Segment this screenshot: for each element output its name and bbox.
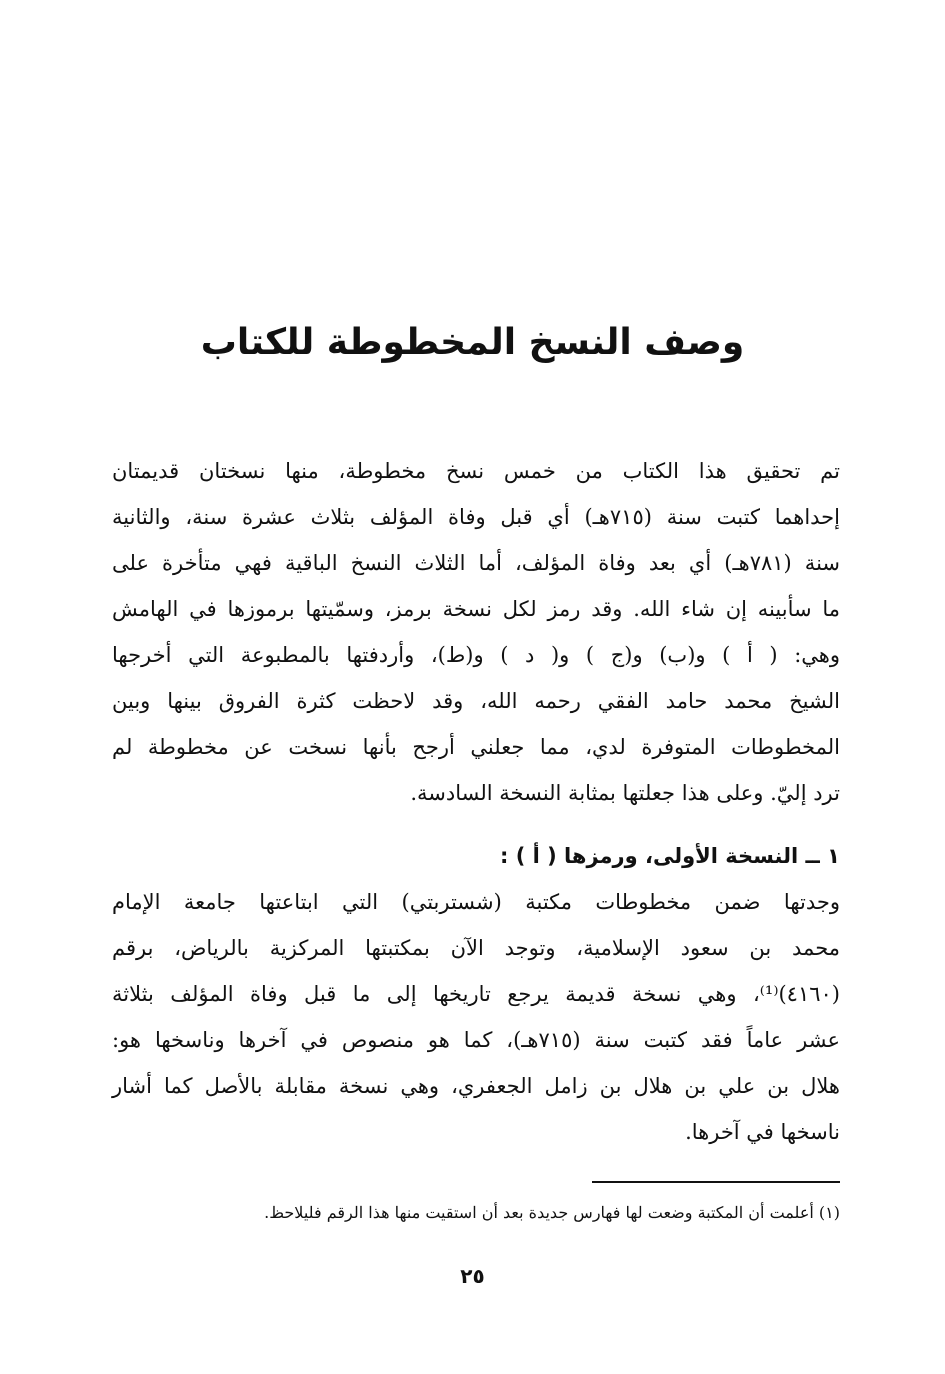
paragraph-line: ما سأبينه إن شاء الله. وقد رمز لكل نسخة برمز، وسمّيتها برموزها في الهامش (112, 597, 840, 621)
paragraph-line: المخطوطات المتوفرة لدي، مما جعلني أرجح بأنها نسخت عن مخطوطة لم (112, 735, 840, 759)
paragraph-line: ترد إليّ. وعلى هذا جعلتها بمثابة النسخة السادسة. (410, 781, 840, 805)
paragraph-line: سنة (٧٨١هـ) أي بعد وفاة المؤلف، أما الثلاث النسخ الباقية فهي متأخرة على (112, 551, 840, 575)
paragraph-line: الشيخ محمد حامد الفقي رحمه الله، وقد لاحظت كثرة الفروق بينها وبين (112, 689, 840, 713)
paragraph-line: تم تحقيق هذا الكتاب من خمس نسخ مخطوطة، منها نسختان قديمتان (112, 459, 840, 483)
paragraph-line: (٤١٦٠)⁽¹⁾، وهي نسخة قديمة يرجع تاريخها إلى ما قبل وفاة المؤلف بثلاثة (112, 982, 840, 1006)
intro-paragraph (112, 448, 840, 816)
page-number: ٢٥ (460, 1264, 485, 1288)
paragraph-line: ناسخها في آخرها. (685, 1120, 840, 1144)
paragraph-line: إحداهما كتبت سنة (٧١٥هـ) أي قبل وفاة المؤلف بثلاث عشرة سنة، والثانية (112, 505, 840, 529)
footnote: (١) أعلمت أن المكتبة وضعت لها فهارس جديدة بعد أن استقيت منها هذا الرقم فليلاحظ. (264, 1203, 840, 1222)
paragraph-line: وهي: ( أ ) و(ب) و(ج ) و( د ) و(ط)، وأردفتها بالمطبوعة التي أخرجها (112, 643, 840, 667)
manuscript-description-paragraph (112, 879, 840, 1155)
section-heading: ١ ــ النسخة الأولى، ورمزها ( أ ) : (499, 844, 840, 868)
paragraph-line: هلال بن علي بن هلال بن زامل الجعفري، وهي نسخة مقابلة بالأصل كما أشار (112, 1074, 840, 1098)
chapter-title: وصف النسخ المخطوطة للكتاب (200, 322, 745, 363)
paragraph-line: وجدتها ضمن مخطوطات مكتبة (شستربتي) التي ابتاعتها جامعة الإمام (112, 890, 840, 914)
footnote-divider (592, 1181, 840, 1183)
paragraph-line: عشر عاماً فقد كتبت سنة (٧١٥هـ)، كما هو منصوص في آخرها وناسخها هو: (112, 1028, 840, 1052)
paragraph-line: محمد بن سعود الإسلامية، وتوجد الآن بمكتبتها المركزية بالرياض، برقم (112, 936, 840, 960)
